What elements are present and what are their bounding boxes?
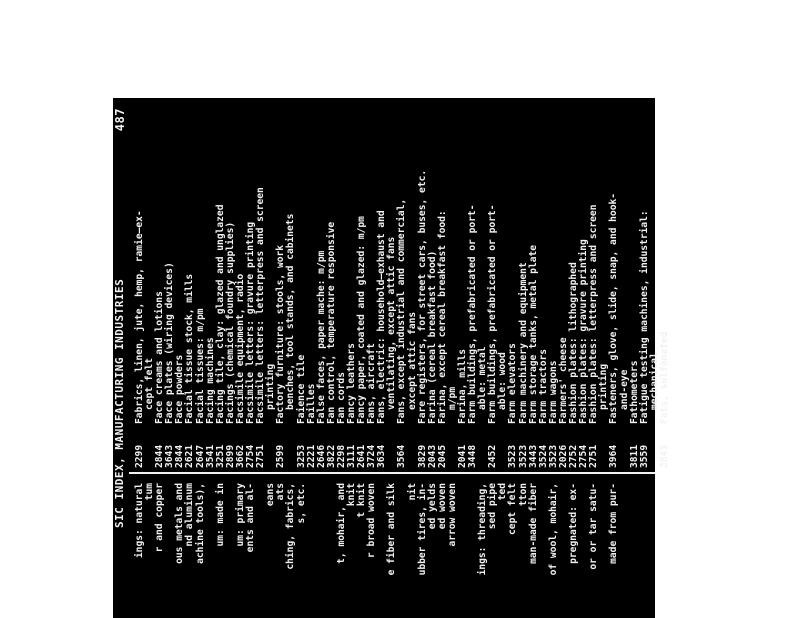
sic-code: 2621 <box>184 444 196 468</box>
left-column-line <box>397 483 407 618</box>
sic-code: 2041 <box>457 444 468 468</box>
left-column-line <box>307 483 317 618</box>
left-column-line: pregnated: ex- <box>568 483 580 564</box>
industry-description: False faces, paper mache: m/pm <box>315 250 327 424</box>
left-column-line: cept felt <box>507 483 519 535</box>
industry-description: Fans, aircraft <box>366 343 378 424</box>
sic-code: 2754 <box>245 444 257 468</box>
left-column-line: t, mohair, and <box>335 483 347 564</box>
industry-description: Facing machines <box>204 337 216 424</box>
left-column-line: s, etc. <box>295 483 307 524</box>
index-entry <box>640 98 650 468</box>
industry-description: Farm tractors <box>537 348 549 424</box>
industry-description: Fasteners, glove, slide, snap, and hook- <box>608 192 620 424</box>
industry-description: able: metal <box>477 346 489 410</box>
industry-description: Failles <box>305 383 317 424</box>
industry-description: Fan cords <box>335 372 347 424</box>
left-column-line: nit <box>406 483 418 501</box>
industry-description: Farm elevators <box>507 343 519 424</box>
index-entry <box>589 98 599 468</box>
left-column-line <box>317 483 327 618</box>
index-entry <box>135 98 145 468</box>
industry-description: Facsimile letters: letterpress and screen <box>255 187 267 424</box>
sic-code: 3829 <box>416 444 428 468</box>
left-column-line: ats <box>275 483 287 501</box>
sic-code: 2647 <box>194 444 206 468</box>
left-column-line: um: made in <box>214 483 226 547</box>
industry-description: printing <box>265 363 277 410</box>
industry-description: Fashion plates: gravure printing <box>578 239 590 424</box>
left-column-line: sed pipe <box>487 483 499 530</box>
index-entries <box>134 98 670 468</box>
left-column-fragments <box>135 483 655 618</box>
industry-description: Farm buildings, prefabricated or port- <box>467 204 479 424</box>
sic-code: 3964 <box>608 444 620 468</box>
sic-code: 3523 <box>517 444 529 468</box>
sic-code: 2599 <box>275 444 287 468</box>
index-entry <box>609 98 619 468</box>
industry-description: Farm wagons <box>547 360 559 424</box>
sic-code: 3448 <box>467 444 479 468</box>
left-column-line: ings: threading, <box>477 483 489 576</box>
industry-description: Fare registers, for street cars, buses, etc. <box>416 169 428 424</box>
industry-description: Fan control, temperature responsive <box>325 221 337 424</box>
industry-description: Facial tissues: m/pm <box>194 308 206 424</box>
left-column-line: knit <box>345 483 357 507</box>
left-column-line: tton <box>517 483 529 507</box>
page-number: 487 <box>113 108 127 132</box>
sic-code: 3822 <box>325 444 337 468</box>
column-divider <box>129 472 655 474</box>
left-column-line: ed yelds <box>426 483 438 530</box>
sic-code: 2751 <box>255 444 267 468</box>
industry-description: Fatigue testing machines, industrial: <box>638 210 650 424</box>
sic-code: 2299 <box>134 444 145 468</box>
left-column-line: ted <box>497 483 509 501</box>
left-column-line: ings: natural <box>134 483 145 559</box>
sic-code: 2646 <box>315 444 327 468</box>
sic-code: 3541 <box>204 444 216 468</box>
page-header <box>115 98 129 618</box>
industry-description: Farm buildings, prefabricated or port- <box>487 204 499 424</box>
industry-description: Fans, electric: household—exhaust and <box>376 210 388 424</box>
industry-description: Facsimile letters: gravure printing <box>245 221 257 424</box>
left-column-line: made from pur- <box>608 483 620 564</box>
industry-description: Facings (chemical foundry supplies) <box>224 221 236 424</box>
industry-description: Facial tissue stock, mills <box>184 273 196 424</box>
sic-code: 3634 <box>376 444 388 468</box>
sic-code: 2754 <box>578 444 590 468</box>
sic-code: 3523 <box>507 444 519 468</box>
index-entry <box>256 98 266 468</box>
index-entry <box>660 98 670 468</box>
industry-description: Fashion plates: lithographed <box>568 262 580 424</box>
left-column-line: e fiber and silk <box>386 483 398 576</box>
sic-code: 3111 <box>345 444 357 468</box>
sic-code: 2751 <box>588 444 600 468</box>
industry-description: Farina, mills <box>457 348 468 424</box>
left-column-line: ents and al- <box>245 483 257 553</box>
industry-description: Fats, sulfonated <box>658 331 670 424</box>
left-column-line: ous metals and <box>174 483 186 564</box>
industry-description: Fans, except industrial and commercial, <box>396 198 408 424</box>
left-column-line <box>458 483 468 618</box>
sic-code: 3559 <box>638 444 650 468</box>
left-column-line: or or tar satu- <box>588 483 600 570</box>
industry-description: Fancy paper, coated and glazed: m/pm <box>356 216 368 424</box>
sic-code: 2221 <box>305 444 317 468</box>
industry-description: Farm storage tanks, metal plate <box>527 244 539 424</box>
sic-code: 2452 <box>487 444 499 468</box>
left-column-line: tum <box>144 483 156 501</box>
industry-description: Farina, except cereal breakfast food: <box>436 210 448 424</box>
left-column-line: ubber tires, in- <box>416 483 428 576</box>
industry-description: Fathometers <box>628 360 640 424</box>
industry-description: printing <box>598 363 610 410</box>
rotated-page <box>113 98 670 618</box>
industry-description: mechanical <box>648 352 660 410</box>
left-column-line: achine tools), <box>194 483 206 564</box>
industry-description: Fancy leathers <box>345 343 357 424</box>
industry-description: cept felt <box>144 358 156 410</box>
sic-code: 3251 <box>214 444 226 468</box>
sic-code: 3662 <box>234 444 246 468</box>
left-column-line: t knit <box>356 483 368 518</box>
sic-code: 2844 <box>154 444 166 468</box>
sic-code: 2298 <box>335 444 347 468</box>
left-column-line: ed woven <box>436 483 448 530</box>
sic-code: 2899 <box>224 444 236 468</box>
page-title: SIC INDEX, MANUFACTURING INDUSTRIES <box>113 278 126 528</box>
industry-description: Face creams and lotions <box>154 291 166 424</box>
sic-code: 3643 <box>164 444 176 468</box>
left-column-line: nd aluminum <box>184 483 196 547</box>
sic-code: 3724 <box>366 444 378 468</box>
industry-description: Farm machinery and equipment <box>517 262 529 424</box>
industry-description: except attic fans <box>406 311 418 410</box>
industry-description: and-eye <box>618 369 630 410</box>
sic-code: 2843 <box>658 444 670 468</box>
left-column-line: eans <box>265 483 277 507</box>
left-column-line: ching, fabrics, <box>285 483 297 570</box>
left-column-line: arrow woven <box>446 483 458 547</box>
sic-code: 3443 <box>527 444 539 468</box>
scanned-page <box>113 98 670 618</box>
industry-description: Fabrics, linen, jute, hemp, ramie—ex- <box>134 210 145 424</box>
industry-description: Farmers' cheese <box>557 337 569 424</box>
sic-code: 3523 <box>547 444 559 468</box>
sic-code: 2026 <box>557 444 569 468</box>
industry-description: able: wood <box>497 352 509 410</box>
industry-description: Face plates (wiring devices) <box>164 262 176 424</box>
industry-description: Face powders <box>174 354 186 424</box>
left-column-line: um: primary <box>234 483 246 547</box>
industry-description: Faience tile <box>295 354 307 424</box>
index-entry <box>438 98 448 468</box>
industry-description: Facsimile equipment, radio <box>234 273 246 424</box>
industry-description: benches, tool stands, and cabinets <box>285 213 297 410</box>
industry-description: Factory furniture: stools, work <box>275 244 287 424</box>
sic-code: 2844 <box>174 444 186 468</box>
sic-code: 3524 <box>537 444 549 468</box>
industry-description: ventilating, except attic fans <box>386 236 398 410</box>
left-column-line: man-made fiber <box>527 483 539 564</box>
industry-description: m/pm <box>446 386 458 410</box>
sic-code: 3564 <box>396 444 408 468</box>
sic-code: 3811 <box>628 444 640 468</box>
left-column-line: r and copper <box>154 483 166 553</box>
index-entry <box>468 98 478 468</box>
sic-code: 2043 <box>426 444 438 468</box>
sic-code: 2641 <box>356 444 368 468</box>
industry-description: Farina (cereal breakfast food) <box>426 250 438 424</box>
industry-description: Facing tile, clay: glazed and unglazed <box>214 204 226 424</box>
sic-code: 2045 <box>436 444 448 468</box>
sic-code: 2752 <box>568 444 580 468</box>
sic-code: 3253 <box>295 444 307 468</box>
industry-description: Fashion plates: letterpress and screen <box>588 204 600 424</box>
left-column-line: of wool, mohair, <box>547 483 559 576</box>
index-entry <box>397 98 407 468</box>
index-entry <box>488 98 498 468</box>
left-column-line: r broad woven <box>366 483 378 559</box>
